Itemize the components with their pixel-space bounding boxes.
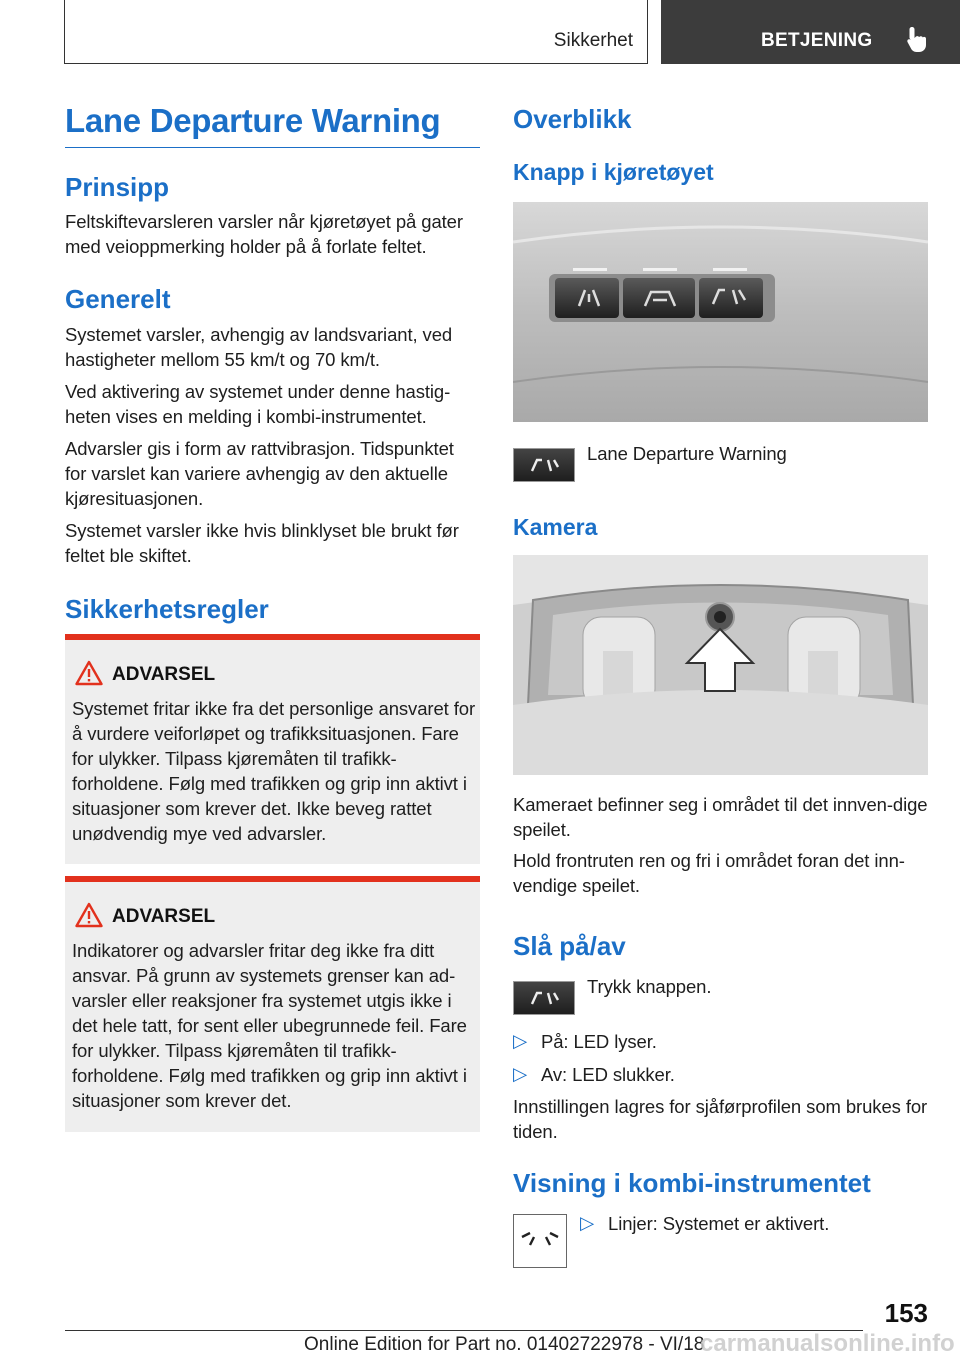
title-divider: [65, 147, 480, 148]
display-heading: Visning i kombi-instrumentet: [513, 1168, 871, 1198]
lane-departure-icon: [513, 981, 575, 1015]
onoff-item-on: På: LED lyser.: [541, 1031, 657, 1052]
triangle-bullet-icon: ▷: [580, 1212, 595, 1233]
triangle-bullet-icon: ▷: [513, 1030, 528, 1051]
general-paragraph-3: Advarsler gis i form av rattvibrasjon. Tidspunktet for varslet kan variere avhengig av den aktuelle kjøresituasjonen.: [65, 438, 454, 509]
warning-box-2: [65, 876, 480, 1132]
general-paragraph-4: Systemet varsler ikke hvis blinklyset ble brukt før feltet ble skiftet.: [65, 520, 459, 566]
header-chapter-label: BETJENING: [761, 30, 873, 51]
page-title: Lane Departure Warning: [65, 102, 441, 139]
page-number: 153: [884, 1298, 928, 1328]
general-paragraph-2: Ved aktivering av systemet under denne hastig-heten vises en melding i kombi-instrumentet.: [65, 381, 451, 427]
principle-text: Feltskiftevarsleren varsler når kjøretøyet på gater med veioppmerking holder på å forlate feltet.: [65, 211, 463, 257]
lane-departure-icon: [513, 448, 575, 482]
header-section-label: Sikkerhet: [553, 30, 633, 51]
onoff-text: Trykk knappen.: [587, 976, 712, 997]
camera-paragraph-2: Hold frontruten ren og fri i området foran det inn-vendige speilet.: [513, 850, 905, 896]
safety-heading: Sikkerhetsregler: [65, 594, 269, 624]
button-caption: Lane Departure Warning: [587, 443, 787, 464]
header-chapter-tab: [661, 0, 960, 64]
onoff-heading: Slå på/av: [513, 931, 626, 961]
warning-label: ADVARSEL: [112, 906, 216, 927]
general-paragraph-1: Systemet varsler, avhengig av landsvariant, ved hastigheter mellom 55 km/t og 70 km/t.: [65, 324, 453, 370]
warning-text: Systemet fritar ikke fra det personlige ansvaret for å vurdere veiforløpet og trafikksituasjonen. Fare for ulykker. Tilpass kjøremåten til trafikk-forholdene. Følg med trafikken og grip inn aktivt i situasjoner som krever det. Ikke beveg rattet unødvendig mye ved advarsler.: [72, 698, 476, 844]
camera-photo: [513, 555, 928, 775]
principle-heading: Prinsipp: [65, 172, 170, 202]
hand-pointer-icon: [903, 24, 933, 54]
overview-heading: Overblikk: [513, 104, 632, 134]
header-section-tab: [64, 0, 648, 64]
camera-paragraph-1: Kameraet befinner seg i området til det innven-dige speilet.: [513, 794, 928, 840]
display-item-lines: Linjer: Systemet er aktivert.: [608, 1213, 830, 1234]
button-heading: Knapp i kjøretøyet: [513, 159, 714, 185]
warning-triangle-icon: [75, 660, 103, 686]
footer-edition: Online Edition for Part no. 01402722978 - VI/18: [304, 1334, 705, 1355]
lane-lines-display-icon: [513, 1214, 567, 1268]
warning-label: ADVARSEL: [112, 664, 216, 685]
warning-triangle-icon: [75, 902, 103, 928]
onoff-item-off: Av: LED slukker.: [541, 1064, 675, 1085]
warning-box-1: [65, 634, 480, 864]
camera-heading: Kamera: [513, 514, 598, 540]
warning-text: Indikatorer og advarsler fritar deg ikke fra ditt ansvar. På grunn av systemets grenser kan ad-varsler eller reaksjoner fra systemet utgis ikke i det hele tatt, for sent eller ubegrunnede feil. Fare for ulykker. Tilpass kjøremåten til trafikk-forholdene. Følg med trafikken og grip inn aktivt i situasjoner som krever det.: [72, 940, 467, 1111]
triangle-bullet-icon: ▷: [513, 1063, 528, 1084]
onoff-note: Innstillingen lagres for sjåførprofilen som brukes for tiden.: [513, 1096, 928, 1142]
button-panel-photo: [513, 202, 928, 422]
general-heading: Generelt: [65, 284, 171, 314]
watermark: carmanualsonline.info: [700, 1330, 955, 1357]
